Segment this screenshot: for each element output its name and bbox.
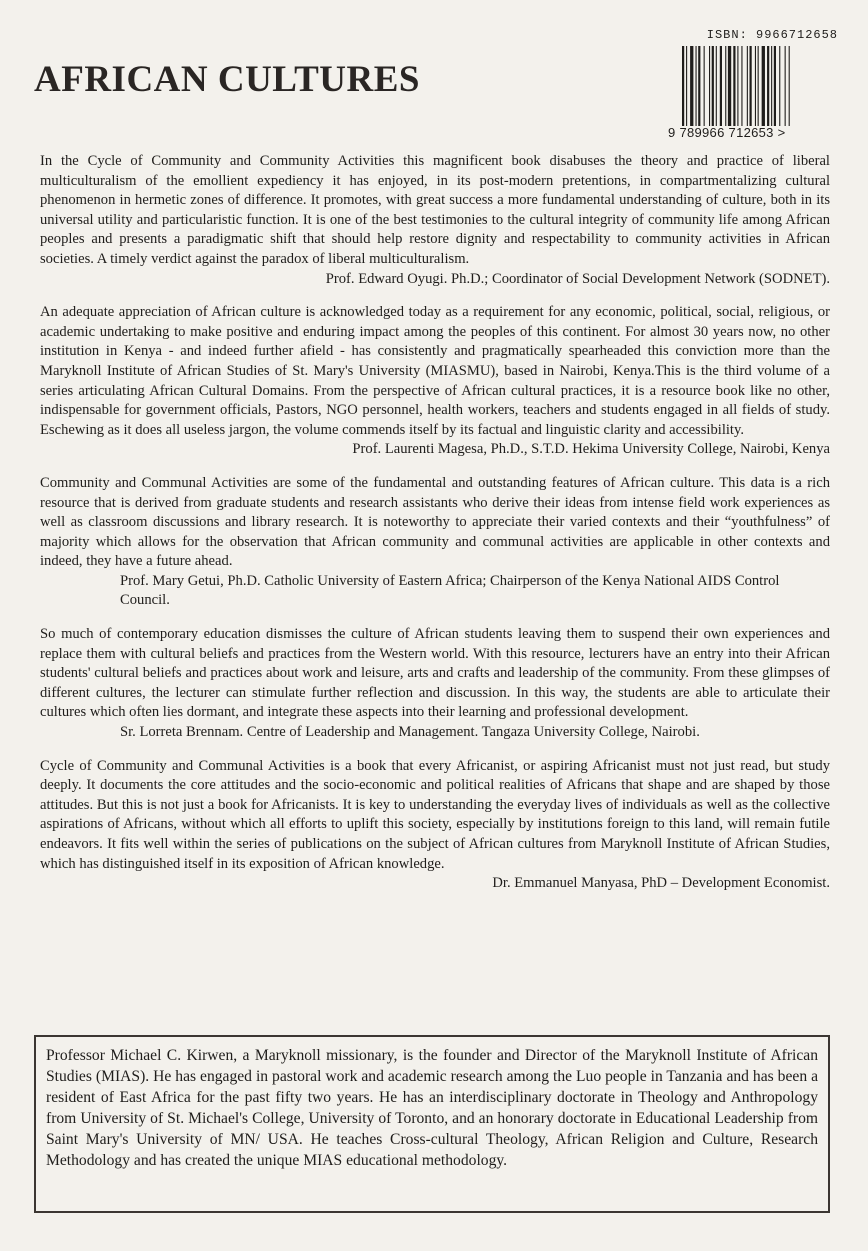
barcode-block (668, 28, 840, 140)
endorsement-author: Prof. Laurenti Magesa, Ph.D., S.T.D. Hekima University College, Nairobi, Kenya (352, 441, 830, 458)
endorsement-text: Community and Communal Activities are some of the fundamental and outstanding features of African culture. This data is a rich resource that is derived from graduate students and research assistants who derive their ideas from intense field work experiences as well as classroom discussions and library research. It is noteworthy to appreciate their varied contexts and their “youthfulness” of majority which allows for the observation that African community and communal activities are applicable in other contexts and indeed, they have a future ahead. (40, 474, 830, 570)
endorsement-text: An adequate appreciation of African culture is acknowledged today as a requirement for any economic, political, social, religious, or academic undertaking to make positive and enduring impact among the peoples of this continent. For almost 30 years now, no other institution in Kenya - and indeed further afield - has consistently and pragmatically spearheaded this conviction more than the Maryknoll Institute of African Studies of St. Mary's University (MIASMU), based in Nairobi, Kenya.This is the third volume of a series articulating African Cultural Domains. From the perspective of African cultural practices, it is a resource book like no other, indispensable for government officials, Pastors, NGO personnel, health workers, teachers and students engaged in all fields of study. Eschewing as it does all useless jargon, the volume commends itself by its factual and linguistic clarity and accessibility. (40, 304, 830, 438)
endorsement-author: Dr. Emmanuel Manyasa, PhD – Development Economist. (492, 875, 830, 892)
author-bio-text: Professor Michael C. Kirwen, a Maryknoll missionary, is the founder and Director of the Maryknoll Institute of African Studies (MIAS). He has engaged in pastoral work and academic research among the Luo people in Tanzania and has been a resident of East Africa for the past fifty two years. He has an interdisciplinary doctorate in Theology and Anthropology from University of St. Michael's College, University of Toronto, and an honorary doctorate in Educational Leadership from Saint Mary's University of MN/ USA. He teaches Cross-cultural Theology, African Religion and Culture, Research Methodology and has created the unique MIAS educational methodology. (46, 1047, 818, 1169)
endorsement-text: Cycle of Community and Communal Activities is a book that every Africanist, or aspiring Africanist must not just read, but study deeply. It documents the core attitudes and the socio-economic and political realities of Africans that shape and are shaped by those attitudes. But this is not just a book for Africanists. It is key to understanding the everyday lives of individuals as well as the collective aspirations of Africans, without which all efforts to uplift this society, especially by institutions foreign to this land, will remain futile endeavors. It fits well within the series of publications on the subject of African cultures from Maryknoll Institute of African Studies, which has distinguished itself in its exposition of African knowledge. (40, 757, 830, 872)
barcode-icon (682, 46, 822, 126)
endorsement-author: Prof. Mary Getui, Ph.D. Catholic University of Eastern Africa; Chairperson of the Kenya National AIDS Control Council. (120, 572, 780, 609)
author-bio-box (34, 1035, 830, 1213)
isbn-label: ISBN: 9966712658 (706, 28, 838, 42)
endorsements (40, 152, 830, 894)
endorsement-text: So much of contemporary education dismisses the culture of African students leaving them to suspend their own experiences and replace them with cultural beliefs and practices from the Western world. With this resource, lecturers have an entry into their African students' cultural beliefs and practices about work and leisure, arts and crafts and leadership of the community. From these glimpses of different cultures, the lecturer can stimulate further reflection and discussion. In this way, the students are able to articulate their cultures which often lies dormant, and integrate these aspects into their learning and professional development. (40, 626, 830, 721)
endorsement-author: Prof. Edward Oyugi. Ph.D.; Coordinator of Social Development Network (SODNET). (325, 270, 830, 287)
endorsement-author: Sr. Lorreta Brennam. Centre of Leadership and Management. Tangaza University College, Nairobi. (120, 724, 700, 741)
cover-title: AFRICAN CULTURES (34, 59, 420, 100)
isbn-number: 9 789966 712653 > (668, 125, 786, 140)
endorsement-text: In the Cycle of Community and Community Activities this magnificent book disabuses the theory and practice of liberal multiculturalism of the emollient expediency it has enjoyed, in its post-modern pretentions, in compartmentalizing cultural phenomenon in hermetic zones of difference. It promotes, with great success a more fundamental understanding of culture, both in its universal utility and particularistic function. It is one of the best testimonies to the cultural integrity of community life among African peoples and presents a paradigmatic shift that should help restore dignity and respectability to community activities in African societies. A timely verdict against the paradox of liberal multiculturalism. (40, 153, 830, 267)
